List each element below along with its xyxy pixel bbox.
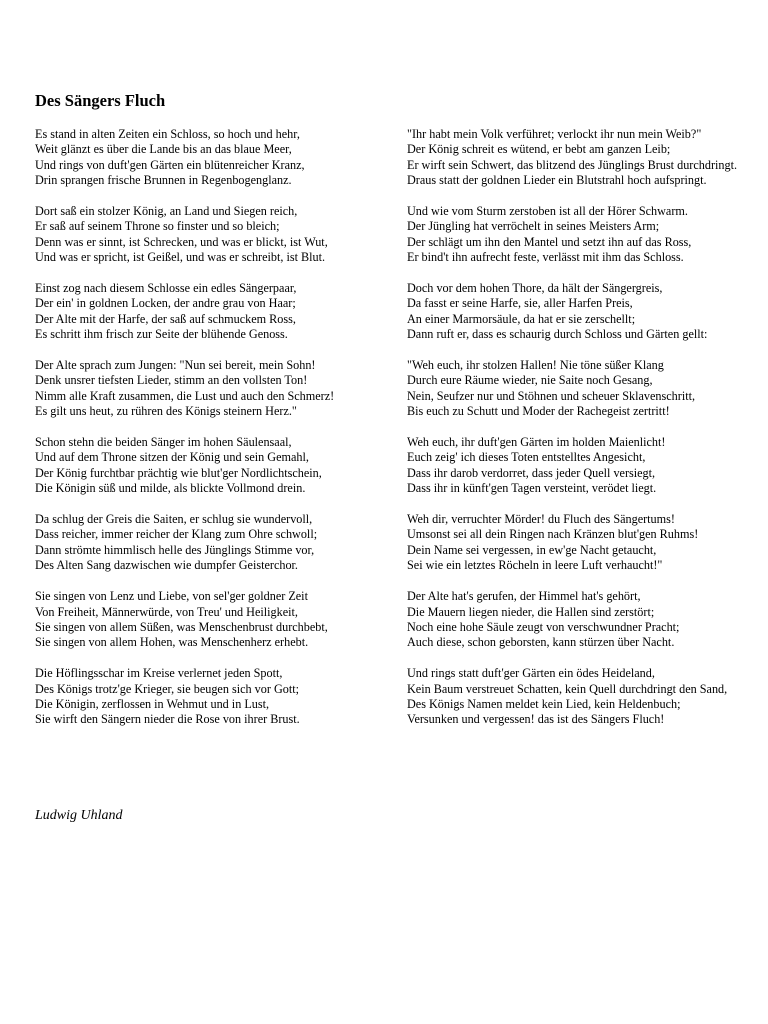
stanza [35, 666, 380, 728]
poem-line: Und was er spricht, ist Geißel, und was er schreibt, ist Blut. [35, 250, 326, 265]
stanza [35, 358, 380, 420]
poem-line: Er wirft sein Schwert, das blitzend des Jünglings Brust durchdringt. [407, 157, 738, 172]
poem-line: Der ein' in goldnen Locken, der andre grau von Haar; [35, 296, 296, 311]
poem-line: Die Höflingsschar im Kreise verlernet jeden Spott, [35, 666, 283, 681]
poem-line: Euch zeig' ich dieses Toten entstelltes Angesicht, [407, 450, 646, 465]
poem-title: Des Sängers Fluch [35, 91, 166, 110]
poem-line: Denk unsrer tiefsten Lieder, stimm an den vollsten Ton! [35, 373, 308, 388]
poem-line: Versunken und vergessen! das ist des Sängers Fluch! [407, 712, 665, 727]
poem-line: Dann strömte himmlisch helle des Jünglings Stimme vor, [35, 542, 315, 557]
stanza [35, 435, 380, 497]
poem-line: Der Alte sprach zum Jungen: "Nun sei bereit, mein Sohn! [35, 358, 316, 373]
poem-line: Er saß auf seinem Throne so finster und so bleich; [35, 219, 280, 234]
stanza [407, 127, 742, 189]
stanza [35, 127, 380, 189]
poem-line: Sie wirft den Sängern nieder die Rose von ihrer Brust. [35, 712, 300, 727]
poem-line: Weh euch, ihr duft'gen Gärten im holden Maienlicht! [407, 435, 666, 450]
poem-line: Die Mauern liegen nieder, die Hallen sind zerstört; [407, 604, 655, 619]
poem-line: Der Alte mit der Harfe, der saß auf schmuckem Ross, [35, 311, 296, 326]
stanza [35, 281, 380, 343]
poem-line: Nein, Seufzer nur und Stöhnen und scheuer Sklavenschritt, [407, 388, 696, 403]
stanza [35, 512, 380, 574]
poem-line: Dass ihr in künft'gen Tagen versteint, verödet liegt. [407, 481, 657, 496]
poem-line: Der Jüngling hat verröchelt in seines Meisters Arm; [407, 219, 660, 234]
stanza [407, 666, 742, 728]
poem-line: Noch eine hohe Säule zeugt von verschwundner Pracht; [407, 619, 680, 634]
poem-line: Des Königs trotz'ge Krieger, sie beugen sich vor Gott; [35, 681, 300, 696]
stanza [407, 589, 742, 651]
poem-line: Denn was er sinnt, ist Schrecken, und was er blickt, ist Wut, [35, 234, 328, 249]
poem-line: An einer Marmorsäule, da hat er sie zerschellt; [407, 311, 636, 326]
left-column [35, 127, 380, 743]
poem-line: Der Alte hat's gerufen, der Himmel hat's gehört, [407, 589, 641, 604]
poem-line: Des Königs Namen meldet kein Lied, kein Heldenbuch; [407, 696, 681, 711]
poem-line: Und wie vom Sturm zerstoben ist all der Hörer Schwarm. [407, 204, 688, 219]
stanza [35, 589, 380, 651]
poem-line: Weit glänzt es über die Lande bis an das blaue Meer, [35, 142, 292, 157]
poem-line: Auch diese, schon geborsten, kann stürzen über Nacht. [407, 635, 675, 650]
poem-line: Es stand in alten Zeiten ein Schloss, so hoch und hehr, [35, 127, 300, 141]
stanza [407, 512, 742, 574]
poem-line: Dein Name sei vergessen, in ew'ge Nacht getaucht, [407, 542, 657, 557]
poem-line: Da schlug der Greis die Saiten, er schlug sie wundervoll, [35, 512, 313, 527]
poem-line: Draus statt der goldnen Lieder ein Blutstrahl hoch aufspringt. [407, 173, 707, 188]
poem-line: Es gilt uns heut, zu rühren des Königs steinern Herz." [35, 404, 297, 419]
poem-line: Dort saß ein stolzer König, an Land und Siegen reich, [35, 204, 298, 219]
poem-line: Nimm alle Kraft zusammen, die Lust und auch den Schmerz! [35, 388, 335, 403]
poem-line: Schon stehn die beiden Sänger im hohen Säulensaal, [35, 435, 292, 450]
poem-line: Doch vor dem hohen Thore, da hält der Sängergreis, [407, 281, 663, 296]
poem-line: Von Freiheit, Männerwürde, von Treu' und Heiligkeit, [35, 604, 298, 619]
stanza [35, 204, 380, 266]
stanza [407, 358, 742, 420]
poem-line: Dann ruft er, dass es schaurig durch Schloss und Gärten gellt: [407, 327, 708, 342]
poem-line: Bis euch zu Schutt und Moder der Rachegeist zertritt! [407, 404, 670, 419]
poem-line: Der König furchtbar prächtig wie blut'ger Nordlichtschein, [35, 465, 322, 480]
poem-line: Der König schreit es wütend, er bebt am ganzen Leib; [407, 142, 671, 157]
poem-line: "Ihr habt mein Volk verführet; verlockt ihr nun mein Weib?" [407, 127, 702, 141]
poem-line: Einst zog nach diesem Schlosse ein edles Sängerpaar, [35, 281, 297, 296]
poem-line: Drin sprangen frische Brunnen in Regenbogenglanz. [35, 173, 292, 188]
poem-line: Dass reicher, immer reicher der Klang zum Ohre schwoll; [35, 527, 318, 542]
poem-line: Des Alten Sang dazwischen wie dumpfer Geisterchor. [35, 558, 298, 573]
poem-line: Kein Baum verstreuet Schatten, kein Quell durchdringt den Sand, [407, 681, 728, 696]
poem-line: Umsonst sei all dein Ringen nach Kränzen blut'gen Ruhms! [407, 527, 699, 542]
poem-line: Weh dir, verruchter Mörder! du Fluch des Sängertums! [407, 512, 675, 527]
stanza [407, 204, 742, 266]
poem-line: Die Königin, zerflossen in Wehmut und in Lust, [35, 696, 270, 711]
poem-line: Und auf dem Throne sitzen der König und sein Gemahl, [35, 450, 309, 465]
right-column [407, 127, 742, 743]
stanza [407, 435, 742, 497]
poem-line: Er bind't ihn aufrecht feste, verlässt mit ihm das Schloss. [407, 250, 684, 265]
poem-line: Da fasst er seine Harfe, sie, aller Harfen Preis, [407, 296, 633, 311]
poem-line: Sie singen von allem Süßen, was Menschenbrust durchbebt, [35, 619, 328, 634]
poem-line: Sei wie ein letztes Röcheln in leere Luft verhaucht!" [407, 558, 663, 573]
stanza [407, 281, 742, 343]
poem-line: Und rings von duft'gen Gärten ein blütenreicher Kranz, [35, 157, 305, 172]
poem-line: Sie singen von Lenz und Liebe, von sel'ger goldner Zeit [35, 589, 308, 604]
poem-line: "Weh euch, ihr stolzen Hallen! Nie töne süßer Klang [407, 358, 664, 373]
poem-line: Der schlägt um ihn den Mantel und setzt ihn auf das Ross, [407, 234, 692, 249]
poem-line: Durch eure Räume wieder, nie Saite noch Gesang, [407, 373, 653, 388]
poem-line: Sie singen von allem Hohen, was Menschenherz erhebt. [35, 635, 309, 650]
poem-line: Die Königin süß und milde, als blickte Vollmond drein. [35, 481, 306, 496]
poem-line: Dass ihr darob verdorret, dass jeder Quell versiegt, [407, 465, 656, 480]
author-signature: Ludwig Uhland [35, 808, 123, 823]
poem-line: Und rings statt duft'ger Gärten ein ödes Heideland, [407, 666, 655, 681]
poem-line: Es schritt ihm frisch zur Seite der blühende Genoss. [35, 327, 288, 342]
